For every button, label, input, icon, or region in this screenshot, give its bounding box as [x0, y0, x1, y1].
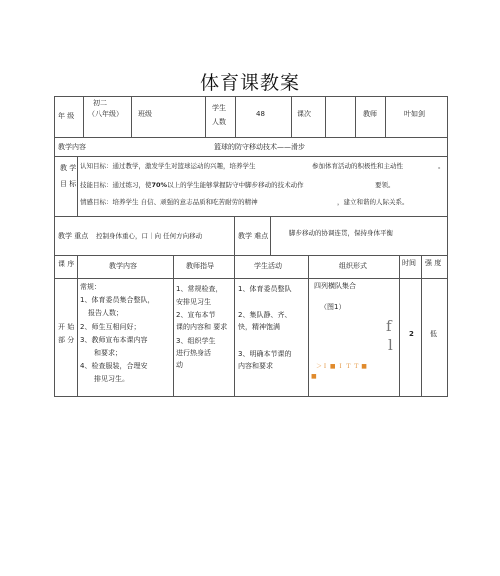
class-label: 班级	[138, 110, 152, 118]
section-label-line-2: 部 分	[58, 336, 75, 344]
content-line: 常规：	[80, 283, 101, 291]
content-line: 排见习生。	[94, 375, 129, 383]
cognitive-goal-a: 认知目标：通过教学，激发学生对篮球运动的兴趣，培养学生	[80, 162, 256, 170]
activity-line: 快，精神饱满	[238, 323, 280, 331]
column-intensity: 强 度	[425, 259, 442, 267]
lesson-label: 课次	[297, 110, 311, 118]
students-label-line-1: 学生	[212, 104, 226, 112]
figure-glyph: f	[386, 317, 392, 335]
skill-goal: 技能目标：通过练习，使70%以上的学生能够掌握防守中脚步移动的技术动作	[80, 181, 304, 189]
key-point-value: 控制身体重心，口｜向 任何方向移动	[96, 232, 203, 240]
content-line: 4、检查服装，合理安	[80, 362, 148, 370]
students-value: 48	[256, 110, 265, 118]
guidance-line: 动	[176, 361, 183, 369]
goals-label-line-1: 教 学	[60, 164, 77, 172]
content-line: 3、教师宣布本课内容	[80, 336, 148, 344]
content-line: 1、体育委员集合整队，	[80, 296, 155, 304]
activity-line: 3、明确本节课的	[238, 350, 292, 358]
content-line: 2、师生互相问好；	[80, 323, 141, 331]
column-guidance: 教师指导	[186, 262, 214, 270]
column-sequence: 课 序	[58, 260, 75, 268]
content-line: 报告人数；	[88, 309, 123, 317]
teacher-value: 叶如剑	[404, 110, 425, 118]
grade-label: 年 级	[58, 112, 75, 120]
guidance-line: 课的内容和 要求	[176, 323, 228, 331]
cognitive-goal-c: 。	[438, 162, 445, 170]
time-value: 2	[409, 330, 414, 338]
formation-marks: ■	[311, 373, 317, 380]
guidance-line: 3、组织学生	[176, 337, 216, 345]
column-content: 教学内容	[109, 262, 137, 270]
intensity-value: 低	[430, 330, 437, 338]
cognitive-goal-b: 参加体育活动的积极性和主动性	[312, 162, 403, 170]
formation-marks: ＞Ｉ ■ Ｉ Ｔ Ｔ ■	[316, 363, 367, 370]
content-label: 教学内容	[58, 143, 86, 151]
difficult-point-value: 脚步移动的协调连贯，保持身体平衡	[289, 229, 393, 237]
organization-line: （图1）	[320, 303, 346, 311]
difficult-point-label: 教学 难点	[238, 232, 269, 240]
organization-line: 四列横队集合	[314, 282, 356, 290]
students-label-line-2: 人数	[212, 118, 226, 126]
key-point-label: 教学 重点	[58, 232, 89, 240]
grade-value-line-2: （八年级）	[88, 110, 123, 118]
guidance-line: 2、宣布本节	[176, 311, 216, 319]
column-time: 时间	[402, 259, 416, 267]
content-line: 和要求；	[94, 349, 122, 357]
section-label-line-1: 开 始	[58, 323, 75, 331]
guidance-line: 安排见习生	[176, 298, 211, 306]
skill-goal-end: 要领。	[375, 181, 395, 189]
guidance-line: 1、常规检查，	[176, 285, 223, 293]
activity-line: 1、体育委员整队	[238, 285, 292, 293]
goals-label-line-2: 目 标	[60, 180, 77, 188]
column-organization: 组织形式	[339, 262, 367, 270]
emotion-goal-b: ，建立和谐的人际关系。	[337, 198, 409, 206]
activity-line: 内容和要求	[238, 362, 273, 370]
column-activity: 学生活动	[254, 262, 282, 270]
teacher-label: 教师	[363, 110, 377, 118]
content-value: 篮球的防守移动技术——滑步	[214, 143, 305, 151]
emotion-goal-a: 情感目标：培养学生 自信、顽强的意志品质和吃苦耐劳的精神	[80, 198, 258, 206]
guidance-line: 进行热身活	[176, 349, 211, 357]
activity-line: 2、集队静、齐、	[238, 311, 292, 319]
grade-value-line-1: 初二	[93, 99, 107, 107]
figure-glyph: l	[388, 336, 393, 354]
page-title: 体育课教案	[199, 72, 300, 94]
